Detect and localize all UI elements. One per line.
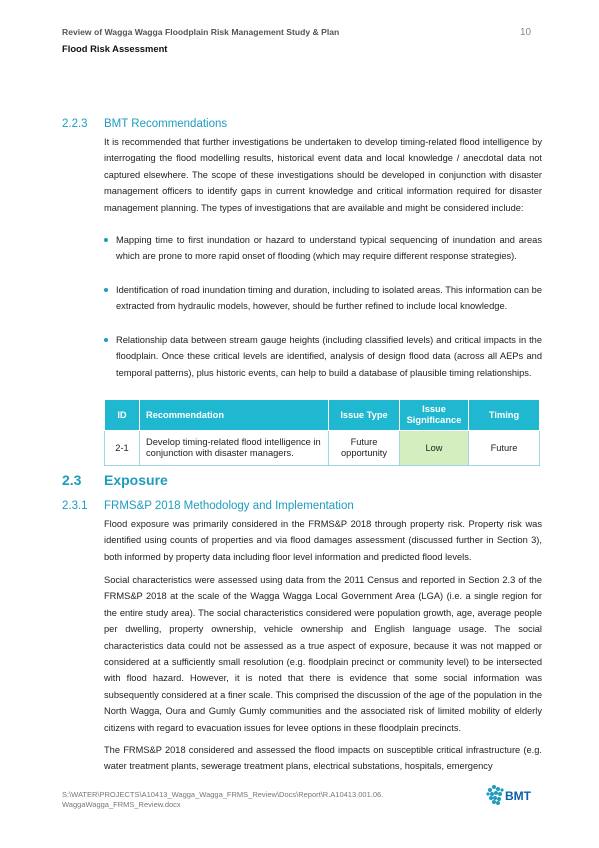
- recommendation-table: [104, 399, 540, 466]
- footer-file-path: [62, 790, 422, 810]
- paragraph-intro: It is recommended that further investigations be undertaken to develop timing-related flood intelligence by interrogating the flood modelling results, historical event data and local knowledge / anecdotal data not captured elsewhere. The scope of these investigations should be developed in conjunction with disaster management officers to identify gaps in current knowledge and critical information required for disaster management planning. The types of investigations that are available and might be considered include:: [104, 137, 542, 213]
- cell-timing: Future: [469, 431, 540, 466]
- heading-2-3-1: [62, 500, 354, 512]
- page-number: 10: [520, 27, 532, 38]
- table-header-row: [105, 400, 540, 431]
- col-header-recommendation: Recommendation: [140, 400, 329, 431]
- cell-id: 2-1: [105, 431, 140, 466]
- col-header-significance: Issue Significance: [400, 400, 469, 431]
- col-header-issue-type: Issue Type: [329, 400, 400, 431]
- bullet-dot-icon: [104, 338, 108, 342]
- table-row: [105, 431, 540, 466]
- paragraph: Social characteristics were assessed using data from the 2011 Census and reported in Section 2.3 of the FRMS&P 2018 at the scale of the Wagga Wagga Local Government Area (LGA) (i.e. a single region for the entire study area). The social characteristics considered were population growth, age, average people per dwelling, property ownership, vehicle ownership and English language usage. The social characteristics data could not be assessed as a true aspect of exposure, because it was not mapped or considered at a sufficiently small resolution (e.g. floodplain precinct or community level) to be intersected with flood hazard. However, it is noted that there is evidence that some social information was subsequently considered at a finer scale. This comprised the discussion of the age of the population in the North Wagga, Oura and Gumly Gumly communities and the associated risk of limited mobility of elderly citizens with regard to evacuation issues for levee options in these floodplain precincts.: [104, 575, 542, 733]
- bullet-text: Relationship data between stream gauge heights (including classified levels) and critical impacts in the floodplain. Once these critical levels are identified, analysis of design flood data (across all AEPs and temporal patterns), plus historic events, can help to build a database of plausible timing relationships.: [116, 335, 542, 378]
- bullet-dot-icon: [104, 238, 108, 242]
- col-header-id: ID: [105, 400, 140, 431]
- paragraph: The FRMS&P 2018 considered and assessed the flood impacts on susceptible critical infrastructure (e.g. water treatment plants, sewerage treatment plans, electrical substations, hospitals, emergency: [104, 745, 542, 772]
- logo-text: BMT: [505, 789, 531, 803]
- cell-significance: Low: [400, 431, 469, 466]
- paragraph: Flood exposure was primarily considered in the FRMS&P 2018 through property risk. Property risk was identified using counts of properties and via flood damages assessment (discussed further in Section 3), both informed by property data including floor level information and predicted flood levels.: [104, 519, 542, 562]
- header-subtitle: Flood Risk Assessment: [62, 43, 168, 54]
- cell-recommendation: Develop timing-related flood intelligence in conjunction with disaster managers.: [140, 431, 329, 466]
- heading-text: Exposure: [104, 472, 168, 488]
- heading-text: FRMS&P 2018 Methodology and Implementation: [104, 500, 354, 512]
- heading-number: 2.3.1: [62, 500, 88, 512]
- bullet-text: Identification of road inundation timing and duration, including to isolated areas. This information can be extracted from hydraulic models, however, should be further refined to include local knowledge.: [116, 285, 542, 312]
- bullet-text: Mapping time to first inundation or hazard to understand typical sequencing of inundation and areas which are prone to more rapid onset of flooding (which may require different response strategies).: [116, 235, 542, 262]
- footer-path-line: S:\WATER\PROJECTS\A10413_Wagga_Wagga_FRMS_Review\Docs\Report\R.A10413.001.06.: [62, 790, 384, 799]
- bullet-dot-icon: [104, 288, 108, 292]
- heading-text: BMT Recommendations: [104, 118, 228, 130]
- heading-2-2-3: [62, 118, 227, 130]
- cell-issue-type: Future opportunity: [329, 431, 400, 466]
- col-header-timing: Timing: [469, 400, 540, 431]
- heading-number: 2.3: [62, 472, 82, 488]
- heading-number: 2.2.3: [62, 118, 88, 130]
- footer-path-line: WaggaWagga_FRMS_Review.docx: [62, 800, 181, 809]
- heading-2-3: [62, 472, 168, 488]
- header-title: Review of Wagga Wagga Floodplain Risk Management Study & Plan: [62, 27, 340, 37]
